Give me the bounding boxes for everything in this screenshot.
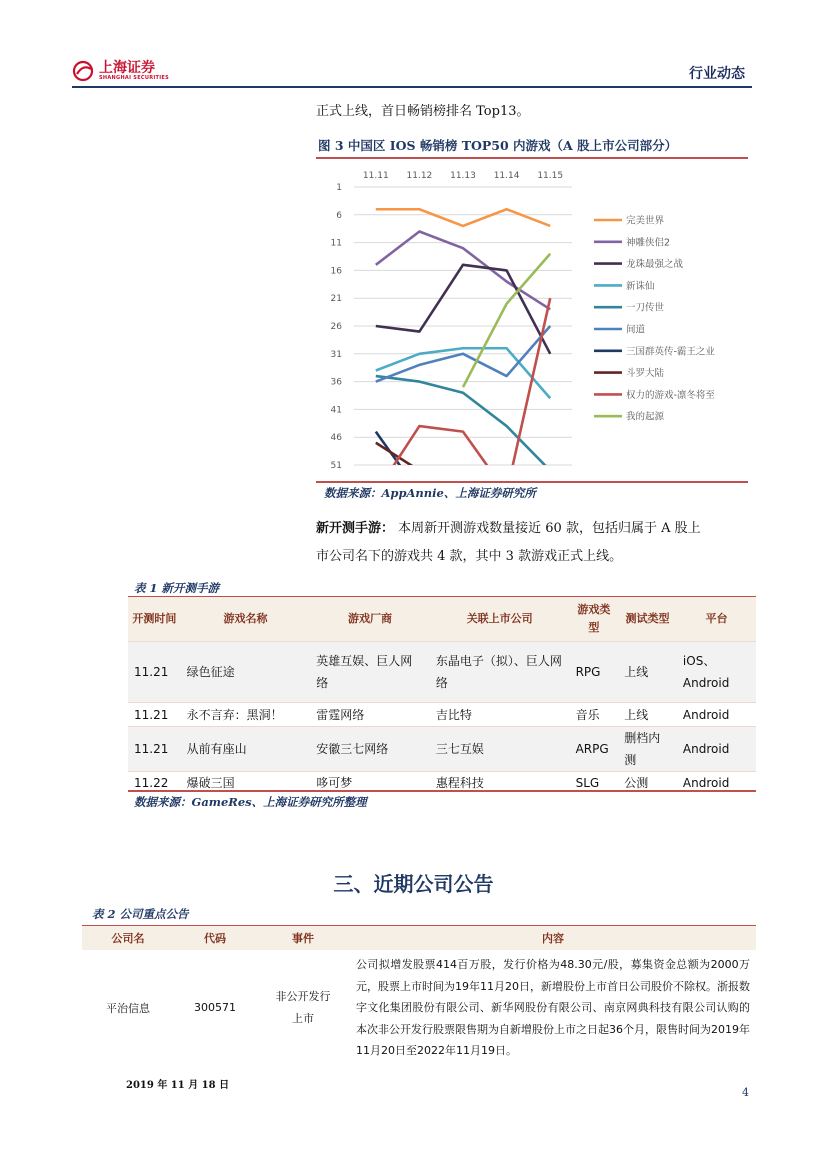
cell: 爆破三国	[181, 772, 311, 795]
col-header: 开测时间	[128, 597, 181, 642]
series-line	[376, 298, 550, 478]
cell: 东晶电子（拟）、巨人网络	[430, 642, 570, 703]
cell: 11.21	[128, 703, 181, 727]
ios-ranking-chart	[316, 160, 748, 478]
section-label: 行业动态	[689, 66, 745, 82]
cell: Android	[677, 727, 756, 772]
series-line	[376, 376, 550, 471]
col-header: 游戏类型	[570, 597, 619, 642]
cell: SLG	[570, 772, 619, 795]
legend-label: 新诛仙	[626, 280, 655, 292]
new-test-line-1: 本周新开测游戏数量接近 60 款，包括归属于 A 股上	[398, 521, 701, 536]
legend-label: 斗罗大陆	[626, 368, 665, 380]
cell: 安徽三七网络	[310, 727, 430, 772]
y-tick-label: 1	[336, 183, 342, 193]
cell: 哆可梦	[310, 772, 430, 795]
logo-name: 上海证券	[99, 60, 155, 76]
logo-subtitle: SHANGHAI SECURITIES	[99, 75, 170, 81]
col-header: 公司名	[82, 926, 174, 950]
y-tick-label: 41	[330, 405, 342, 416]
table1-source: 数据来源：GameRes、上海证券研究所整理	[134, 795, 367, 809]
table-row	[128, 703, 756, 727]
x-tick-label: 11.11	[362, 171, 389, 181]
cell: iOS、Android	[677, 642, 756, 703]
x-tick-label: 11.14	[493, 171, 520, 181]
content-cell: 公司拟增发股票414百万股，发行价格为48.30元/股，募集资金总额为2000万元，股票上市时间为19年11月20日，新增股份上市首日公司股价不除权。浙报数字文化集团股份有限公司、新华网股份有限公司、南京网典科技有限公司认购的本次非公开发行股票限售期为自新增股份上市之日起36个月，限售时间为2019年11月20日至2022年11月19日。	[356, 958, 750, 1057]
cell: 音乐	[570, 703, 619, 727]
y-tick-label: 21	[330, 294, 342, 305]
cell: 英雄互娱、巨人网络	[310, 642, 430, 703]
y-tick-label: 36	[330, 377, 342, 388]
intro-line: 正式上线，首日畅销榜排名 Top13。	[316, 104, 530, 119]
col-header: 游戏名称	[181, 597, 311, 642]
company-cell: 平治信息	[106, 1001, 150, 1015]
col-header: 内容	[350, 926, 756, 950]
legend-label: 间道	[626, 324, 646, 336]
figure-bottom-rule	[316, 481, 748, 483]
col-header: 测试类型	[618, 597, 677, 642]
y-tick-label: 16	[330, 266, 342, 277]
new-test-paragraph	[316, 515, 748, 571]
cell: RPG	[570, 642, 619, 703]
table-row	[128, 642, 756, 703]
x-tick-label: 11.15	[537, 171, 564, 181]
table-row	[82, 950, 756, 1066]
col-header: 游戏厂商	[310, 597, 430, 642]
col-header: 关联上市公司	[430, 597, 570, 642]
page-number: 4	[742, 1086, 749, 1099]
announcements-table	[82, 926, 756, 1066]
col-header: 事件	[256, 926, 350, 950]
figure-source: 数据来源：AppAnnie、上海证券研究所	[324, 486, 536, 500]
event-cell: 非公开发行上市	[275, 989, 331, 1025]
y-tick-label: 6	[336, 210, 342, 221]
legend-label: 三国群英传-霸王之业	[626, 346, 715, 358]
legend-label: 完美世界	[626, 215, 665, 227]
figure-top-rule	[316, 157, 748, 159]
series-line	[376, 209, 550, 226]
cell: 永不言弃：黑洞！	[181, 703, 311, 727]
legend-label: 我的起源	[626, 411, 665, 423]
cell: 从前有座山	[181, 727, 311, 772]
table1-title: 表 1 新开测手游	[134, 581, 220, 595]
figure-title: 图 3 中国区 IOS 畅销榜 TOP50 内游戏（A 股上市公司部分）	[318, 138, 678, 153]
new-test-line-2: 市公司名下的游戏共 4 款，其中 3 款游戏正式上线。	[316, 549, 623, 564]
cell: 惠程科技	[430, 772, 570, 795]
cell: 11.22	[128, 772, 181, 795]
cell: 11.21	[128, 642, 181, 703]
new-games-table	[128, 597, 756, 794]
cell: 上线	[618, 703, 677, 727]
cell: 三七互娱	[430, 727, 570, 772]
cell: 删档内测	[618, 727, 677, 772]
brand-logo	[72, 60, 169, 82]
series-line	[376, 432, 420, 478]
legend-label: 龙珠最强之战	[626, 259, 684, 271]
y-tick-label: 26	[330, 322, 342, 332]
legend-label: 权力的游戏-凛冬将至	[626, 389, 715, 401]
series-line	[463, 254, 550, 387]
header-divider	[72, 86, 752, 88]
new-test-lead: 新开测手游：	[316, 521, 395, 536]
cell: Android	[677, 772, 756, 795]
series-line	[376, 443, 420, 471]
code-cell: 300571	[194, 1001, 236, 1015]
cell: 上线	[618, 642, 677, 703]
x-tick-label: 11.12	[406, 171, 433, 181]
table1-header-row	[128, 597, 756, 642]
cell: 公测	[618, 772, 677, 795]
table2-title: 表 2 公司重点公告	[92, 907, 189, 921]
table-row	[128, 727, 756, 772]
cell: 雷霆网络	[310, 703, 430, 727]
logo-emblem-icon	[72, 60, 96, 82]
col-header: 代码	[174, 926, 256, 950]
cell: Android	[677, 703, 756, 727]
cell: 吉比特	[430, 703, 570, 727]
cell: ARPG	[570, 727, 619, 772]
legend-label: 一刀传世	[626, 302, 665, 314]
y-tick-label: 46	[330, 433, 342, 444]
cell: 绿色征途	[181, 642, 311, 703]
legend-label: 神雕侠侣2	[626, 237, 671, 249]
footer-date: 2019 年 11 月 18 日	[126, 1080, 230, 1091]
table2-header-row	[82, 926, 756, 950]
x-tick-label: 11.13	[450, 171, 476, 181]
cell: 11.21	[128, 727, 181, 772]
table1-bottom-rule	[128, 790, 756, 792]
y-tick-label: 51	[330, 461, 342, 471]
y-tick-label: 11	[330, 238, 342, 249]
col-header: 平台	[677, 597, 756, 642]
series-line	[376, 265, 550, 354]
y-tick-label: 31	[330, 349, 342, 360]
section-title: 三、近期公司公告	[333, 872, 494, 896]
